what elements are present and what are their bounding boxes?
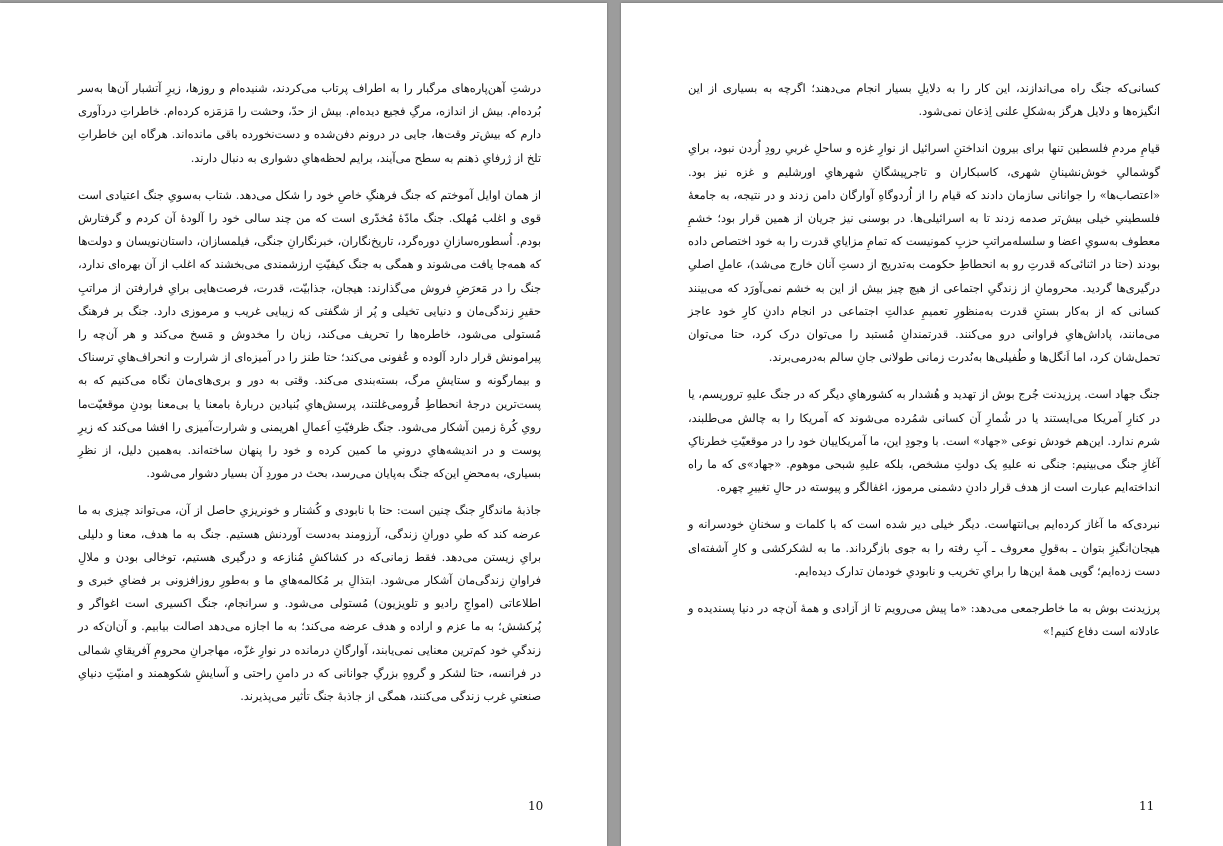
- page-text-left: [78, 77, 541, 722]
- paragraph: از همان اوایل آموختم که جنگ فرهنگِ خاصِ خود را شکل می‌دهد. شتاب به‌سویِ جنگ اعتیادی است قوی و اغلب مُهلک. جنگ مادّهٔ مُخدّری است که من چند سالی خود را آلودهٔ آن کردم و گرفتارش بودم. اُسطوره‌سازانِ دوره‌گرد، تاریخ‌نگاران، خبرنگارانِ جنگی، فیلمسازان، داستان‌نویسان و دولت‌ها که همه‌جا یافت می‌شوند و همگی به جنگ کیفیّتِ ارزشمندی می‌بخشند که اغلب از آن بهره‌ای ندارد، جنگ را در مَعرَضِ فروش می‌گذارند: هیجان، جذابیّت، قدرت، فرصت‌هایی برایِ فرارفتن از مراتبِ حقیرِ زندگی‌مان و دنیایی تخیلی و پُر از شگفتی که زیبایی غریب و مرموزی دارد. جنگ بر فرهنگ مُستولی می‌شود، خاطره‌ها را تحریف می‌کند، زبان را مخدوش و مَسخ می‌کند و هر آن‌چه را پیرامونش قرار دارد آلوده و عُفونی می‌کند؛ حتا طنز را در آمیزه‌ای از شرارت و انحراف‌هایِ ترسناک و بیمارگونه و ستایشِ مرگ، بسته‌بندی می‌کند. وقتی به دور و بری‌های‌مان نگاه می‌کنیم که به پست‌ترین درجهٔ انحطاطِ قُرومی‌غلتند، پرسش‌هایِ بُنیادین دربارهٔ بامعنا یا بی‌معنا بودنِ موقعیّت‌ما رویِ کُرهٔ زمین آشکار می‌شود. جنگ ظرفیّتِ اَعمالِ اهریمنی و شرارت‌آمیزی را افشا می‌کند که زیرِ پوست و در اندیشه‌هایِ درونیِ ما کمین کرده و خود را پنهان ساخته‌اند. به‌همین دلیل، از نظرِ بسیاری، به‌محضِ این‌که جنگ به‌پایان می‌رسد، بحث در موردِ آن بسیار دشوار می‌شود.: [78, 188, 541, 481]
- book-page-left: [0, 3, 607, 846]
- paragraph: جنگ جهاد است. پرزیدنت جُرج بوش از تهدید و هُشدار به کشورهایِ دیگر که در جنگ علیهِ تروریسم، یا در کنارِ آمریکا می‌ایستند یا در شُمارِ آن کسانی شمُرده می‌شوند که آمریکا را به چالش می‌طلبند، شرم ندارد. این‌هم خودش نوعی «جهاد» است. با وجودِ این، ما آمریکاییان خود را در موقعیّتِ خطرناکِ آغازِ جنگ می‌بینیم: جنگی نه علیهِ یک دولتِ مشخص، بلکه علیهِ شبحی موهوم. «جهاد»ی که ما راه انداخته‌ایم عبارت است از هدف قرار دادنِ دشمنی مرموز، اغفالگر و پیوسته در حالِ تغییرِ چهره.: [688, 388, 1160, 495]
- paragraph: کسانی‌که جنگ راه می‌اندازند، این کار را به دلایلِ بسیار انجام می‌دهند؛ اگرچه به بسیاری از این انگیزه‌ها و دلایل هرگز به‌شکلِ علنی اِذعان نمی‌شود.: [688, 82, 1160, 119]
- book-page-right: [621, 3, 1223, 846]
- paragraph: پرزیدنت بوش به ما خاطرجمعی می‌دهد: «ما پیش می‌رویم تا از آزادی و همهٔ آن‌چه در دنیا پسندیده و عادلانه است دفاع کنیم!»: [688, 602, 1160, 639]
- page-number: 11: [1139, 799, 1155, 813]
- paragraph: درشتِ آهن‌پاره‌های مرگبار را به اطراف پرتاب می‌کردند، شنیده‌ام و روزها، زیرِ آتشبار آن‌ها به‌سر بُرده‌ام. بیش از اندازه، مرگِ فجیع دیده‌ام. بیش از حدّ، وحشت را مَزمَزه کرده‌ام. خاطراتِ دردآوری دارم که بیش‌تر وقت‌ها، جایی در درونم دفن‌شده و دست‌نخورده باقی مانده‌اند. هرگاه این خاطراتِ تلخ از ژرفایِ ذهنم به سطح می‌آیند، برایم لحظه‌هایِ دشواری به دنبال دارند.: [78, 82, 541, 165]
- paragraph: نبردی‌که ما آغاز کرده‌ایم بی‌انتهاست. دیگر خیلی دیر شده است که با کلمات و سخنانِ خودسرانه و هیجان‌انگیزِ بتوان ـ به‌قولِ معروف ـ آبِ رفته را به جوی بازگرداند. ما به لشکرکشی و کارِ آشفته‌ای دست زده‌ایم؛ گویی همهٔ این‌ها را برایِ تخریب و نابودیِ خودمان تدارک دیده‌ایم.: [688, 518, 1160, 578]
- paragraph: قیامِ مردمِ فلسطین تنها برای بیرون انداختنِ اسرائیل از نوارِ غزه و ساحلِ غربیِ رودِ اُردن نبود، برایِ گوشمالیِ خوش‌نشینانِ شهری، کاسبکاران و تاجرپیشگانِ شهرهایِ اورشلیم و غزه نیز بود. «اعتصاب‌ها» را جوانانی سازمان دادند که قیام را از اُردوگاهِ آوارگان دامن زدند و در نتیجه، به جامعهٔ فلسطینیِ خیلی بیش‌تر صدمه زدند تا به اسرائیلی‌ها. در بوسنی نیز جریان از همین قرار بود؛ خشمِ معطوف به‌سویِ اعضا و سلسله‌مراتبِ حزبِ کمونیست که تمامِ مزایایِ قدرت را به خود اختصاص داده بودند (حتا در اثنائی‌که قدرتِ رو به انحطاطِ حکومت به‌تدریج از دستِ آنان خارج می‌شد)، عاملِ اصلیِ درگیری‌ها گردید. محرومانِ از زندگیِ اجتماعی از هیچ چیز بیش از این به خشم نمی‌آورَد که می‌بینند کسانی که از به‌کار بستنِ قدرت به‌منظورِ تعمیمِ عدالتِ اجتماعی در انجام دادنِ کارِ خود عاجز می‌مانند، پاداش‌هایِ فراوانی درو می‌کنند. قدرتمندانِ مُستبد را می‌توان درک کرد، حتا می‌توان تحمل‌شان کرد، اما اَنگل‌ها و طُفیلی‌ها به‌نُدرت زمانی طولانی جانِ سالم به‌درمی‌برند.: [688, 142, 1160, 365]
- paragraph: جاذبهٔ ماندگارِ جنگ چنین است: حتا با نابودی و کُشتار و خونریزیِ حاصل از آن، می‌تواند چیزی به ما عرضه کند که طیِ دورانِ زندگی، آرزومند به‌دست آوردنش هستیم. جنگ به ما هدف، معنا و دلیلی برایِ زیستن می‌دهد. فقط زمانی‌که در کشاکشِ مُنازعه و درگیری هستیم، توخالی بودن و ملالِ فراوانِ زندگی‌مان آشکار می‌شود. ابتذالِ بر مُکالمه‌هایِ ما و به‌طورِ روزافزونی بر فضایِ خبری و اطلاعاتی (امواجِ رادیو و تلویزیون) مُستولی می‌شود. و سرانجام، جنگ اکسیری است اغواگر و پُرکشش؛ به ما عزم و اراده و هدف عرضه می‌کند؛ به ما اجازه می‌دهد اصالت بیابیم. و آن‌ان‌که در زندگیِ خود کم‌ترین معنایی نمی‌یابند، آوارگانِ درمانده در نوارِ غزّه، مهاجرانِ محرومِ آفریقایِ شمالی در فرانسه، حتا لشکر و گروهِ بزرگِ جوانانی که در دامنِ راحتی و آسایشِ شکوهمند و امنیّتِ دنیایِ صنعتیِ غرب زندگی می‌کنند، همگی از جاذبهٔ جنگ تأثیر می‌پذیرند.: [78, 504, 541, 704]
- page-text-right: [688, 77, 1160, 657]
- page-number: 10: [528, 799, 544, 813]
